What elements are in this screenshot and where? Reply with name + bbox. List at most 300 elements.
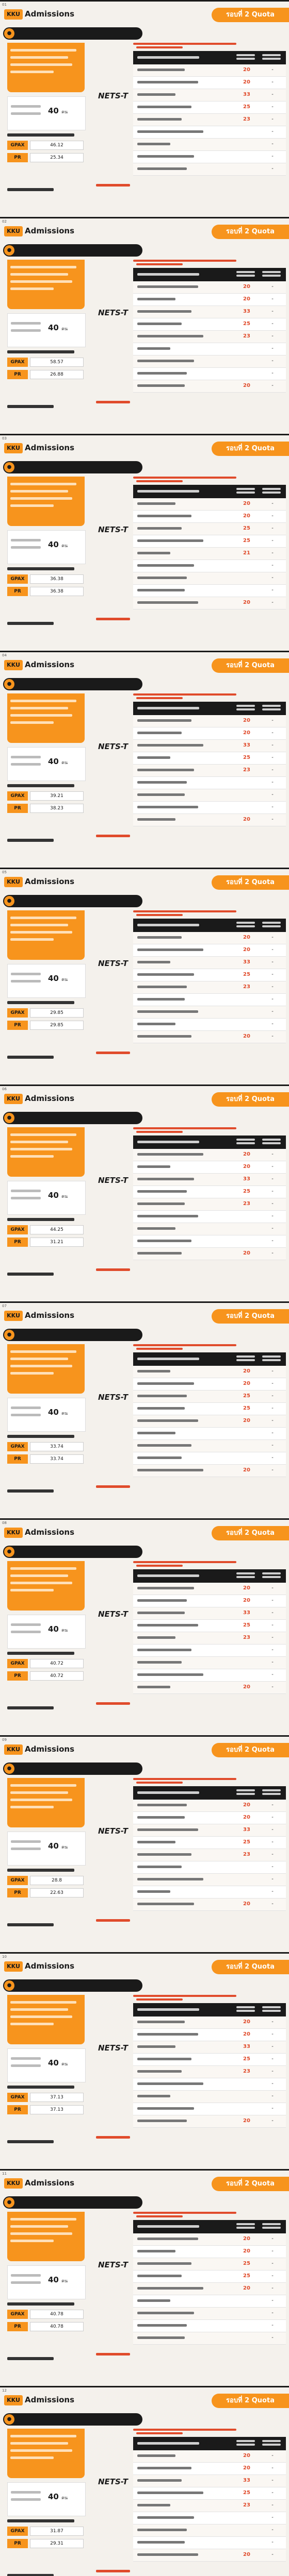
min-value: 40.78 xyxy=(30,2310,84,2319)
logo-text: Admissions xyxy=(25,226,75,235)
seat-unit: คน xyxy=(61,327,68,332)
table-row xyxy=(133,1223,286,1235)
weight-value: 33 xyxy=(243,1827,250,1833)
weight-value: 23 xyxy=(243,116,250,122)
logo-text: Admissions xyxy=(25,660,75,669)
nets-logo: NETS-T xyxy=(98,1609,129,1619)
min-value: 37.13 xyxy=(30,2093,84,2102)
min-score-value: - xyxy=(271,1467,274,1473)
seat-unit: คน xyxy=(61,2496,68,2501)
table-row xyxy=(133,1186,286,1198)
min-score-value: - xyxy=(271,321,274,327)
weight-value: 33 xyxy=(243,309,250,314)
table-row xyxy=(133,511,286,523)
weight-value: 25 xyxy=(243,538,250,544)
table-row xyxy=(133,1174,286,1186)
subject-name xyxy=(137,1635,175,1640)
seat-unit: คน xyxy=(61,2279,68,2284)
program-name-block xyxy=(7,910,85,960)
table-row xyxy=(133,969,286,981)
quota-badge: รอบที่ 2 Quota xyxy=(212,1309,289,1324)
subject-name xyxy=(137,1852,191,1857)
seat-unit: คน xyxy=(61,1411,68,1416)
table-row xyxy=(133,281,286,294)
table-row xyxy=(133,1031,286,1043)
program-info xyxy=(3,2212,91,2382)
card-header xyxy=(0,223,289,241)
subject-name xyxy=(137,1648,191,1653)
table-row xyxy=(133,1378,286,1391)
weight-value: 20 xyxy=(243,1901,250,1907)
min-score-row xyxy=(7,804,85,813)
subject-name xyxy=(137,792,185,798)
min-score-row xyxy=(7,1442,85,1451)
min-score-value: - xyxy=(271,358,274,364)
weight-value: 20 xyxy=(243,718,250,723)
table-row xyxy=(133,1161,286,1174)
table-row xyxy=(133,89,286,101)
seat-count-box xyxy=(7,964,86,998)
table-row xyxy=(133,944,286,957)
min-value: 40.78 xyxy=(30,2322,84,2331)
min-score-value: - xyxy=(271,1201,274,1207)
kku-logo xyxy=(4,1091,76,1107)
weight-value: 20 xyxy=(243,1684,250,1690)
table-row xyxy=(133,789,286,802)
table-header xyxy=(133,1786,286,1800)
subject-name xyxy=(137,321,182,327)
min-score-row xyxy=(7,2322,85,2331)
min-score-value: - xyxy=(271,2539,274,2545)
faculty-title-bar xyxy=(3,27,142,40)
min-label: GPAX xyxy=(7,2310,28,2319)
table-row xyxy=(133,1800,286,1812)
weight-value: 25 xyxy=(243,526,250,531)
card-index: 08 xyxy=(2,1521,7,1525)
subject-name xyxy=(137,334,203,339)
weight-value: 20 xyxy=(243,513,250,519)
min-score-value: - xyxy=(271,2323,274,2328)
weight-value: 20 xyxy=(243,2285,250,2291)
card-header xyxy=(0,873,289,892)
subject-name xyxy=(137,1201,185,1207)
weight-value: 20 xyxy=(243,1802,250,1808)
subject-name xyxy=(137,1877,203,1882)
subject-name xyxy=(137,972,194,977)
min-value: 33.74 xyxy=(30,1442,84,1451)
requirement-note xyxy=(133,2212,243,2218)
table-row xyxy=(133,380,286,393)
min-label: PR xyxy=(7,587,28,596)
seat-count: 40 xyxy=(48,2492,59,2501)
subject-name xyxy=(137,600,198,605)
test-logo-column xyxy=(96,2007,132,2162)
program-name-block xyxy=(7,477,85,526)
program-card xyxy=(0,1518,289,1735)
subject-name xyxy=(137,1189,187,1194)
min-score-row xyxy=(7,1876,85,1885)
min-score-value: - xyxy=(271,154,274,159)
faculty-icon: ● xyxy=(4,679,14,689)
subject-name xyxy=(137,817,175,822)
seat-unit: คน xyxy=(61,544,68,549)
min-score-value: - xyxy=(271,563,274,568)
min-score-value: - xyxy=(271,2044,274,2049)
faculty-icon: ● xyxy=(4,28,14,39)
table-row xyxy=(133,2270,286,2283)
min-value: 33.74 xyxy=(30,1454,84,1464)
min-score-value: - xyxy=(271,284,274,290)
seat-count-box xyxy=(7,1398,86,1432)
min-score-value: - xyxy=(271,2106,274,2111)
subject-name xyxy=(137,501,175,506)
min-score-value: - xyxy=(271,1033,274,1039)
subject-name xyxy=(137,2515,194,2520)
program-name-block xyxy=(7,1995,85,2044)
subject-name xyxy=(137,2261,191,2266)
table-row xyxy=(133,597,286,609)
subject-name xyxy=(137,2106,194,2111)
faculty-title-bar xyxy=(3,1762,142,1775)
weight-value: 23 xyxy=(243,767,250,773)
program-name-block xyxy=(7,260,85,309)
table-row xyxy=(133,814,286,826)
weight-value: 25 xyxy=(243,1405,250,1411)
seat-count-box xyxy=(7,747,86,781)
min-score-row xyxy=(7,1238,85,1247)
min-label: PR xyxy=(7,2539,28,2548)
min-label: GPAX xyxy=(7,2527,28,2536)
quota-badge: รอบที่ 2 Quota xyxy=(212,658,289,673)
test-logo-column xyxy=(96,1357,132,1511)
logo-text: Admissions xyxy=(25,1311,75,1320)
faculty-title-bar xyxy=(3,1546,142,1558)
min-score-value: - xyxy=(271,1864,274,1870)
min-score-value: - xyxy=(271,2285,274,2291)
seat-count-box xyxy=(7,1615,86,1649)
seat-count: 40 xyxy=(48,540,59,549)
min-score-value: - xyxy=(271,370,274,376)
min-score-value: - xyxy=(271,79,274,85)
nets-logo: NETS-T xyxy=(98,2260,129,2269)
seat-count: 40 xyxy=(48,1408,59,1417)
min-score-row xyxy=(7,2310,85,2319)
subject-name xyxy=(137,80,198,85)
subject-name xyxy=(137,297,175,302)
seat-count: 40 xyxy=(48,1841,59,1851)
subject-name xyxy=(137,1611,185,1616)
table-row xyxy=(133,2332,286,2345)
table-row xyxy=(133,1861,286,1874)
requirement-note xyxy=(133,260,243,266)
min-label: PR xyxy=(7,1021,28,1030)
table-row xyxy=(133,2475,286,2487)
min-value: 39.21 xyxy=(30,791,84,801)
seat-count: 40 xyxy=(48,1191,59,1200)
weight-value: 33 xyxy=(243,92,250,97)
test-logo-column xyxy=(96,1573,132,1728)
weight-value: 20 xyxy=(243,1585,250,1591)
min-value: 38.23 xyxy=(30,804,84,813)
weight-value: 23 xyxy=(243,984,250,990)
score-weight-table xyxy=(133,702,286,826)
test-logo-column xyxy=(96,2441,132,2576)
subject-name xyxy=(137,1152,203,1157)
seat-count-box xyxy=(7,313,86,347)
faculty-icon: ● xyxy=(4,245,14,256)
min-score-value: - xyxy=(271,959,274,965)
subject-name xyxy=(137,92,175,97)
seat-unit: คน xyxy=(61,760,68,766)
subject-name xyxy=(137,2044,175,2049)
table-row xyxy=(133,77,286,89)
min-score-value: - xyxy=(271,779,274,785)
logo-mark: KKU xyxy=(4,443,23,453)
table-row xyxy=(133,932,286,944)
program-info xyxy=(3,477,91,647)
table-header xyxy=(133,1569,286,1583)
table-row xyxy=(133,2450,286,2463)
logo-mark: KKU xyxy=(4,1311,23,1321)
subject-name xyxy=(137,1468,203,1473)
subject-name xyxy=(137,309,191,314)
min-score-value: - xyxy=(271,1021,274,1027)
table-row xyxy=(133,368,286,380)
subject-name xyxy=(137,1381,194,1386)
table-row xyxy=(133,1583,286,1595)
min-value: 25.34 xyxy=(30,153,84,162)
min-score-value: - xyxy=(271,513,274,519)
program-name-block xyxy=(7,1561,85,1611)
logo-mark: KKU xyxy=(4,9,23,20)
subject-name xyxy=(137,2490,203,2496)
min-score-value: - xyxy=(271,1381,274,1386)
min-score-value: - xyxy=(271,2056,274,2062)
weight-value: 23 xyxy=(243,1201,250,1207)
program-name-block xyxy=(7,43,85,92)
table-row xyxy=(133,2066,286,2078)
table-row xyxy=(133,1669,286,1682)
seat-count: 40 xyxy=(48,106,59,115)
program-card xyxy=(0,2386,289,2576)
weight-value: 20 xyxy=(243,501,250,506)
min-score-value: - xyxy=(271,587,274,593)
faculty-icon: ● xyxy=(4,1113,14,1123)
card-index: 11 xyxy=(2,2172,7,2176)
subject-name xyxy=(137,1431,175,1436)
min-label: GPAX xyxy=(7,1008,28,1018)
min-score-row xyxy=(7,587,85,596)
table-row xyxy=(133,2463,286,2475)
program-card xyxy=(0,2169,289,2386)
kku-logo xyxy=(4,1742,76,1757)
min-score-value: - xyxy=(271,1226,274,1231)
faculty-icon: ● xyxy=(4,1330,14,1340)
min-label: GPAX xyxy=(7,574,28,584)
subject-name xyxy=(137,1889,170,1894)
subject-name xyxy=(137,1214,198,1219)
min-score-value: - xyxy=(271,755,274,760)
table-row xyxy=(133,2320,286,2332)
table-row xyxy=(133,2041,286,2054)
nets-logo: NETS-T xyxy=(98,1393,129,1402)
min-score-value: - xyxy=(271,1901,274,1907)
min-label: PR xyxy=(7,1454,28,1464)
score-weight-table xyxy=(133,1786,286,1911)
weight-value: 20 xyxy=(243,935,250,940)
table-row xyxy=(133,1019,286,1031)
table-row xyxy=(133,2308,286,2320)
logo-text: Admissions xyxy=(25,443,75,452)
min-value: 29.85 xyxy=(30,1008,84,1018)
kku-logo xyxy=(4,1959,76,1974)
quota-badge: รอบที่ 2 Quota xyxy=(212,1526,289,1540)
card-index: 05 xyxy=(2,870,7,874)
subject-name xyxy=(137,2032,198,2037)
subject-name xyxy=(137,1022,175,1027)
weight-value: 20 xyxy=(243,2552,250,2557)
logo-mark: KKU xyxy=(4,2395,23,2405)
seat-count-box xyxy=(7,2048,86,2082)
test-logo-column xyxy=(96,489,132,643)
program-card xyxy=(0,217,289,434)
logo-text: Admissions xyxy=(25,1528,75,1537)
min-score-value: - xyxy=(271,2298,274,2303)
test-logo-column xyxy=(96,2224,132,2379)
card-index: 09 xyxy=(2,1738,7,1742)
min-score-value: - xyxy=(271,1876,274,1882)
table-row xyxy=(133,318,286,331)
min-score-value: - xyxy=(271,1405,274,1411)
subject-name xyxy=(137,1803,187,1808)
table-row xyxy=(133,139,286,151)
faculty-title-bar xyxy=(3,244,142,257)
card-index: 02 xyxy=(2,219,7,224)
min-score-value: - xyxy=(271,2248,274,2254)
nets-logo: NETS-T xyxy=(98,1826,129,1836)
weight-value: 33 xyxy=(243,2044,250,2049)
weight-value: 20 xyxy=(243,1815,250,1820)
faculty-title-bar xyxy=(3,895,142,907)
subject-name xyxy=(137,1586,194,1591)
weight-value: 33 xyxy=(243,1610,250,1616)
seat-count-box xyxy=(7,2482,86,2516)
minimum-score-box xyxy=(7,2519,85,2571)
min-score-value: - xyxy=(271,935,274,940)
subject-name xyxy=(137,935,182,940)
table-row xyxy=(133,1682,286,1694)
minimum-score-box xyxy=(7,567,85,619)
weight-value: 25 xyxy=(243,1393,250,1399)
table-row xyxy=(133,1465,286,1477)
min-value: 40.72 xyxy=(30,1659,84,1668)
weight-value: 20 xyxy=(243,2236,250,2242)
weight-value: 20 xyxy=(243,1418,250,1423)
min-value: 31.87 xyxy=(30,2527,84,2536)
subject-name xyxy=(137,1827,198,1833)
min-score-value: - xyxy=(271,2069,274,2074)
min-score-row xyxy=(7,1021,85,1030)
weight-value: 20 xyxy=(243,67,250,73)
kku-logo xyxy=(4,7,76,22)
weight-value: 20 xyxy=(243,1250,250,1256)
min-score-value: - xyxy=(271,984,274,990)
min-score-value: - xyxy=(271,2031,274,2037)
table-row xyxy=(133,1874,286,1886)
table-row xyxy=(133,2549,286,2562)
card-index: 12 xyxy=(2,2388,7,2393)
subject-name xyxy=(137,2552,198,2557)
program-name-block xyxy=(7,1778,85,1827)
seat-count: 40 xyxy=(48,1624,59,1634)
min-score-value: - xyxy=(271,346,274,351)
min-score-value: - xyxy=(271,1430,274,1436)
min-score-row xyxy=(7,370,85,379)
weight-value: 20 xyxy=(243,2453,250,2459)
table-row xyxy=(133,715,286,727)
subject-name xyxy=(137,1009,198,1014)
table-header xyxy=(133,2437,286,2450)
subject-name xyxy=(137,731,182,736)
min-score-value: - xyxy=(271,1455,274,1461)
table-row xyxy=(133,777,286,789)
program-info xyxy=(3,2429,91,2576)
minimum-score-box xyxy=(7,784,85,836)
min-score-row xyxy=(7,574,85,584)
logo-text: Admissions xyxy=(25,2395,75,2404)
requirement-note xyxy=(133,693,243,700)
min-score-value: - xyxy=(271,92,274,97)
min-score-value: - xyxy=(271,1647,274,1653)
subject-name xyxy=(137,1840,175,1845)
quota-badge: รอบที่ 2 Quota xyxy=(212,8,289,22)
faculty-icon: ● xyxy=(4,1547,14,1557)
min-score-value: - xyxy=(271,1189,274,1194)
min-label: GPAX xyxy=(7,1659,28,1668)
seat-unit: คน xyxy=(61,1628,68,1633)
table-row xyxy=(133,2115,286,2128)
min-score-value: - xyxy=(271,742,274,748)
min-score-row xyxy=(7,1225,85,1234)
seat-count: 40 xyxy=(48,323,59,332)
subject-name xyxy=(137,985,187,990)
min-score-row xyxy=(7,1671,85,1681)
subject-name xyxy=(137,67,185,73)
card-index: 03 xyxy=(2,436,7,440)
subject-name xyxy=(137,2466,191,2471)
program-name-block xyxy=(7,1127,85,1177)
min-score-value: - xyxy=(271,1585,274,1591)
min-score-value: - xyxy=(271,718,274,723)
table-row xyxy=(133,2016,286,2029)
program-card xyxy=(0,868,289,1084)
min-score-value: - xyxy=(271,2502,274,2508)
table-row xyxy=(133,2295,286,2308)
minimum-score-box xyxy=(7,2086,85,2137)
requirement-note xyxy=(133,1561,243,1567)
table-row xyxy=(133,2246,286,2258)
min-score-value: - xyxy=(271,817,274,822)
logo-mark: KKU xyxy=(4,1094,23,1104)
table-header xyxy=(133,485,286,498)
subject-name xyxy=(137,1623,198,1628)
test-logo-column xyxy=(96,1790,132,1945)
kku-logo xyxy=(4,874,76,890)
min-score-value: - xyxy=(271,1815,274,1820)
score-weight-table xyxy=(133,1569,286,1694)
logo-mark: KKU xyxy=(4,660,23,670)
weight-value: 25 xyxy=(243,104,250,110)
